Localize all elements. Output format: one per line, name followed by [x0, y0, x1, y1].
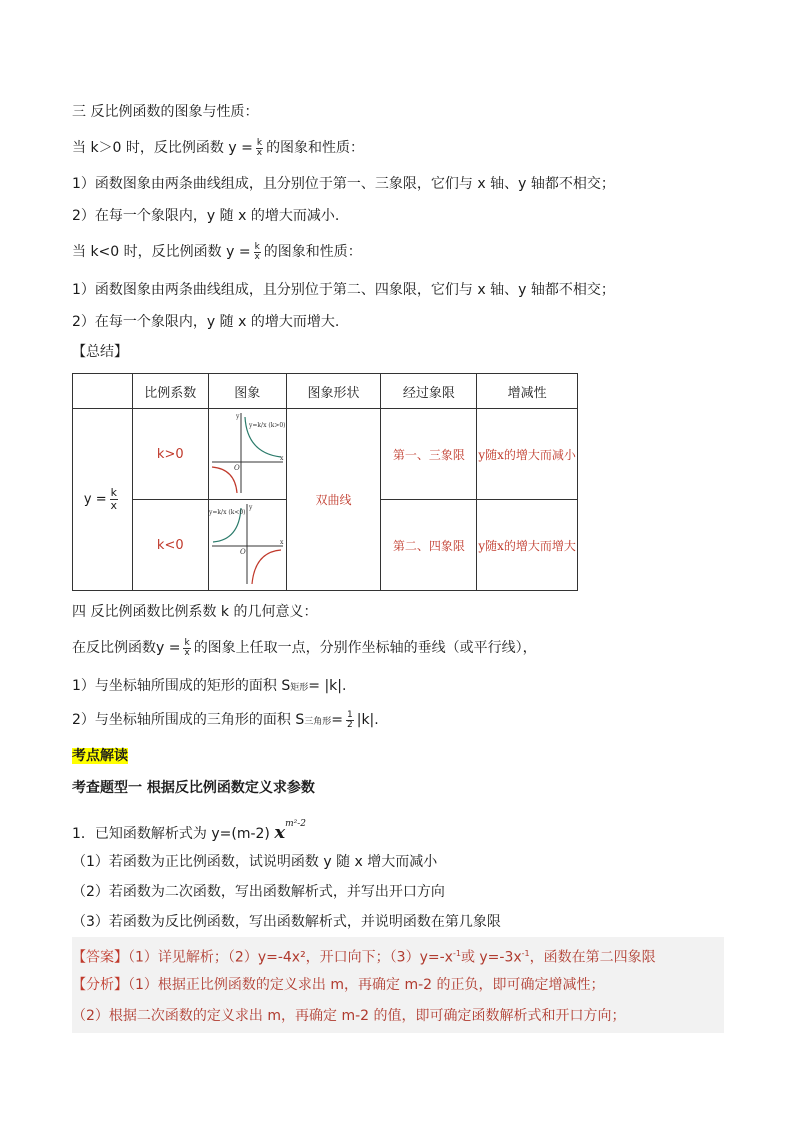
- trend-negative: y随x的增大而增大: [477, 500, 578, 591]
- origin-label: O: [234, 464, 240, 472]
- answer-tag: 【答案】: [72, 949, 128, 966]
- pos-intro-text-a: 当 k＞0 时，反比例函数 y =: [72, 140, 253, 156]
- hyperbola-negative-graph: [209, 500, 285, 586]
- table-row: [73, 409, 578, 500]
- header-graph: 图象: [208, 374, 286, 409]
- section4-intro: 在反比例函数y = $\frac{k}{x}$ 的图象上任取一点，分别作坐标轴的垂线（或平行线），: [72, 637, 537, 658]
- graph-negative: [208, 500, 286, 591]
- section4-rectangle-area: 1）与坐标轴所围成的矩形的面积 S矩形= |k|.: [72, 678, 347, 694]
- analysis-line-1: 【分析】（1）根据正比例函数的定义求出 m，再确定 m-2 的正负，即可确定增减性；: [72, 977, 605, 993]
- neg-property-1: 1）函数图象由两条曲线组成，且分别位于第二、四象限，它们与 x 轴、y 轴都不相交；: [72, 282, 615, 298]
- kaodian-title: 考点解读: [72, 748, 128, 764]
- x-axis-label: x: [280, 455, 284, 462]
- power-exponent: m²-2: [285, 819, 307, 829]
- power-base: x: [274, 822, 286, 843]
- hyperbola-positive-graph: [209, 409, 285, 495]
- graph-positive-label: y=k/x (k>0): [249, 422, 286, 429]
- header-coefficient: 比例系数: [132, 374, 208, 409]
- header-empty: [73, 374, 133, 409]
- neg-property-2: 2）在每一个象限内，y 随 x 的增大而增大.: [72, 314, 340, 330]
- shape-cell: 双曲线: [286, 409, 381, 591]
- fraction-k-over-x: $\frac{k}{x}$: [184, 637, 190, 658]
- fraction-k-over-x: $\frac{k}{x}$: [254, 241, 260, 262]
- question-part-3: （3）若函数为反比例函数，写出函数解析式，并说明函数在第几象限: [72, 914, 501, 930]
- summary-label: 【总结】: [72, 344, 128, 360]
- coefficient-negative: k<0: [132, 500, 208, 591]
- summary-table: [72, 373, 578, 591]
- fraction-one-half: $\frac{1}{2}$: [347, 709, 353, 730]
- header-shape: 图象形状: [286, 374, 381, 409]
- pos-intro: [72, 138, 364, 158]
- neg-intro-text-b: 的图象和性质：: [263, 244, 362, 260]
- quadrants-negative: 第二、四象限: [381, 500, 477, 591]
- analysis-line-2: （2）根据二次函数的定义求出 m，再确定 m-2 的值，即可确定函数解析式和开口方向；: [72, 1008, 626, 1024]
- y-axis-label: y: [249, 504, 253, 511]
- question-part-2: （2）若函数为二次函数，写出函数解析式，并写出开口方向: [72, 884, 445, 900]
- graph-negative-label: y=k/x (k<0): [209, 509, 246, 516]
- coefficient-positive: k>0: [132, 409, 208, 500]
- header-monotonicity: 增减性: [477, 374, 578, 409]
- trend-positive: y随x的增大而减小: [477, 409, 578, 500]
- pos-property-2: 2）在每一个象限内，y 随 x 的增大而减小.: [72, 208, 340, 224]
- analysis-tag: 【分析】: [72, 977, 128, 993]
- summary-header-row: [73, 374, 578, 409]
- neg-intro: [72, 242, 362, 262]
- section3-heading: 三 反比例函数的图象与性质：: [72, 104, 259, 120]
- header-quadrants: 经过象限: [381, 374, 477, 409]
- question-type-heading: 考查题型一 根据反比例函数定义求参数: [72, 780, 315, 796]
- question-part-1: （1）若函数为正比例函数，试说明函数 y 随 x 增大而减小: [72, 854, 438, 870]
- question-stem: 1．已知函数解析式为 y=(m-2) $x^{m^2-2}$: [72, 819, 307, 843]
- pos-property-1: 1）函数图象由两条曲线组成，且分别位于第一、三象限，它们与 x 轴、y 轴都不相交；: [72, 176, 615, 192]
- pos-intro-text-b: 的图象和性质：: [266, 140, 365, 156]
- fraction-k-over-x: $\frac{k}{x}$: [110, 486, 118, 512]
- x-axis-label: x: [280, 539, 284, 546]
- graph-positive: [208, 409, 286, 500]
- neg-intro-text-a: 当 k<0 时，反比例函数 y =: [72, 244, 251, 260]
- origin-label: O: [240, 548, 246, 556]
- section4-heading: 四 反比例函数比例系数 k 的几何意义：: [72, 604, 318, 620]
- fraction-k-over-x: $\frac{k}{x}$: [256, 137, 263, 158]
- function-cell: y = $\frac{k}{x}$: [73, 409, 133, 591]
- y-axis-label: y: [236, 413, 240, 420]
- section4-triangle-area: 2）与坐标轴所围成的三角形的面积 S三角形= $\frac{1}{2}$ |k|.: [72, 709, 379, 730]
- quadrants-positive: 第一、三象限: [381, 409, 477, 500]
- answer-line: 【答案】（1）详见解析；（2）y=-4x²，开口向下；$(3)y=-x^{-1}$或 $y=-3x^{-1}$，函数在第二四象限: [72, 949, 656, 966]
